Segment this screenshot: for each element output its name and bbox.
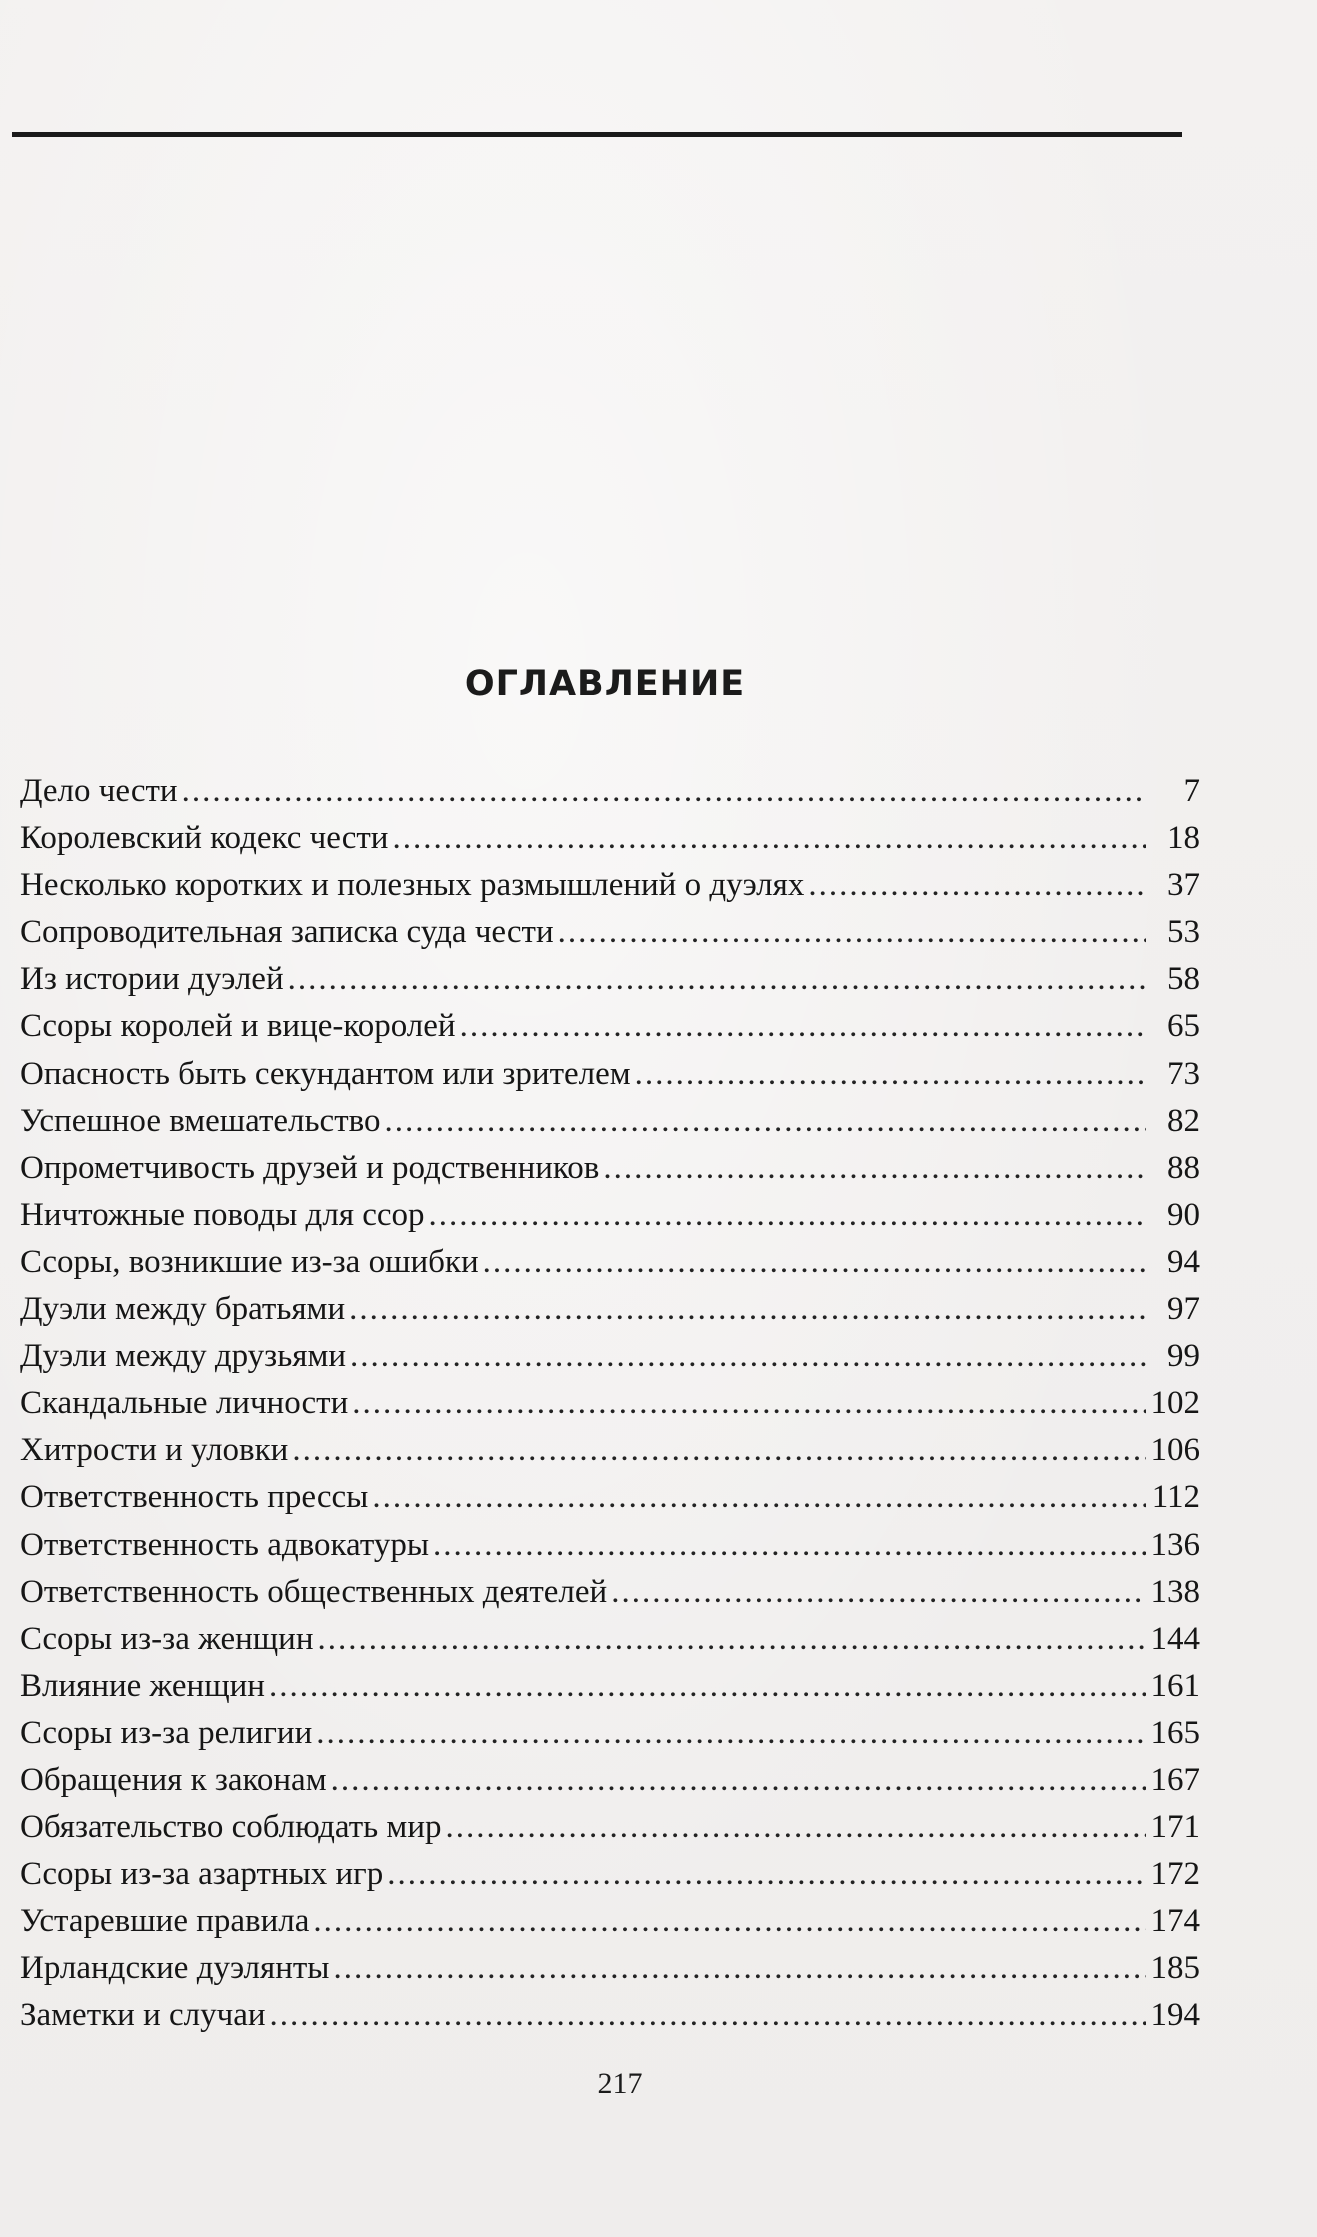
- toc-entry: [20, 1427, 1200, 1474]
- toc-entry: [20, 1522, 1200, 1569]
- dot-leader: [387, 1851, 1146, 1898]
- toc-entry-page: 136: [1150, 1526, 1200, 1563]
- toc-entry: [20, 1569, 1200, 1616]
- toc-entry-page: 172: [1150, 1856, 1200, 1893]
- toc-entry: [20, 1945, 1200, 1992]
- toc-entry-title: Опасность быть секундантом или зрителем: [20, 1055, 631, 1092]
- toc-entry: [20, 1757, 1200, 1804]
- toc-entry-title: Ответственность адвокатуры: [20, 1526, 430, 1563]
- toc-entry-page: 161: [1150, 1667, 1200, 1704]
- dot-leader: [313, 1898, 1146, 1945]
- toc-entry-page: 99: [1167, 1338, 1200, 1375]
- toc-entry: [20, 1003, 1200, 1050]
- toc-entry: [20, 1145, 1200, 1192]
- dot-leader: [385, 1098, 1147, 1145]
- toc-entry: [20, 909, 1200, 956]
- header-rule: [12, 132, 1182, 137]
- toc-entry-title: Ссоры из-за женщин: [20, 1620, 314, 1657]
- dot-leader: [635, 1051, 1146, 1098]
- toc-entry-title: Обязательство соблюдать мир: [20, 1809, 442, 1846]
- toc-entry-title: Опрометчивость друзей и родственников: [20, 1149, 600, 1186]
- toc-entry-page: 90: [1167, 1196, 1200, 1233]
- dot-leader: [350, 1333, 1146, 1380]
- dot-leader: [318, 1616, 1146, 1663]
- toc-entry-title: Из истории дуэлей: [20, 961, 284, 998]
- toc-entry: [20, 1192, 1200, 1239]
- dot-leader: [349, 1286, 1146, 1333]
- dot-leader: [270, 1992, 1146, 2039]
- toc-entry-page: 185: [1150, 1950, 1200, 1987]
- toc-entry-page: 18: [1167, 820, 1200, 857]
- page-title: ОГЛАВЛЕНИЕ: [464, 664, 746, 704]
- toc-entry-page: 171: [1150, 1809, 1200, 1846]
- toc-entry-title: Заметки и случаи: [20, 1997, 266, 2034]
- dot-leader: [445, 1804, 1146, 1851]
- toc-entry-title: Дело чести: [20, 773, 178, 809]
- toc-entry: [20, 956, 1200, 1003]
- toc-entry: [20, 768, 1200, 815]
- toc-entry-page: 112: [1151, 1479, 1200, 1516]
- toc-entry: [20, 1239, 1200, 1286]
- dot-leader: [333, 1945, 1146, 1992]
- toc-entry: [20, 1098, 1200, 1145]
- toc-entry: [20, 1992, 1200, 2039]
- toc-entry-title: Ничтожные поводы для ссор: [20, 1196, 425, 1233]
- dot-leader: [460, 1003, 1146, 1050]
- toc-entry-page: 144: [1150, 1620, 1200, 1657]
- toc-entry-page: 94: [1167, 1243, 1200, 1280]
- dot-leader: [288, 956, 1146, 1003]
- dot-leader: [269, 1663, 1146, 1710]
- table-of-contents: [20, 768, 1200, 2040]
- toc-entry-title: Хитрости и уловки: [20, 1432, 289, 1469]
- toc-entry-page: 194: [1150, 1997, 1200, 2034]
- toc-entry-title: Королевский кодекс чести: [20, 820, 389, 857]
- toc-entry: [20, 1616, 1200, 1663]
- dot-leader: [316, 1710, 1146, 1757]
- toc-entry-title: Скандальные личности: [20, 1385, 349, 1422]
- toc-entry-title: Обращения к законам: [20, 1761, 327, 1798]
- toc-entry-title: Ссоры из-за религии: [20, 1714, 313, 1751]
- toc-entry-page: 37: [1167, 867, 1200, 904]
- toc-entry: [20, 1804, 1200, 1851]
- toc-entry-page: 97: [1167, 1291, 1200, 1328]
- toc-entry-page: 65: [1167, 1008, 1200, 1045]
- dot-leader: [483, 1239, 1146, 1286]
- toc-entry: [20, 1851, 1200, 1898]
- toc-entry-title: Успешное вмешательство: [20, 1102, 381, 1139]
- toc-entry-page: 88: [1167, 1149, 1200, 1186]
- dot-leader: [392, 815, 1146, 862]
- toc-entry-title: Дуэли между друзьями: [20, 1338, 346, 1375]
- toc-entry-page: 53: [1167, 914, 1200, 951]
- toc-entry: [20, 1333, 1200, 1380]
- dot-leader: [331, 1757, 1146, 1804]
- toc-entry-title: Ссоры, возникшие из-за ошибки: [20, 1243, 479, 1280]
- dot-leader: [352, 1380, 1146, 1427]
- toc-entry: [20, 1051, 1200, 1098]
- toc-entry-page: 102: [1150, 1385, 1200, 1422]
- toc-entry-page: 73: [1167, 1055, 1200, 1092]
- dot-leader: [611, 1569, 1146, 1616]
- dot-leader: [182, 768, 1146, 815]
- toc-entry-page: 165: [1150, 1714, 1200, 1751]
- toc-entry-title: Сопроводительная записка суда чести: [20, 914, 554, 951]
- page-number: 217: [597, 2067, 643, 2100]
- toc-entry: [20, 1474, 1200, 1521]
- dot-leader: [808, 862, 1146, 909]
- toc-entry-page: 106: [1150, 1432, 1200, 1469]
- toc-entry-page: 82: [1167, 1102, 1200, 1139]
- toc-entry: [20, 1380, 1200, 1427]
- toc-entry: [20, 862, 1200, 909]
- toc-entry-title: Влияние женщин: [20, 1667, 265, 1704]
- toc-entry-page: 174: [1150, 1903, 1200, 1940]
- toc-entry-page: 7: [1183, 773, 1200, 809]
- toc-entry-title: Несколько коротких и полезных размышлений о дуэлях: [20, 867, 805, 904]
- toc-entry: [20, 1710, 1200, 1757]
- dot-leader: [372, 1474, 1146, 1521]
- toc-entry: [20, 815, 1200, 862]
- dot-leader: [292, 1427, 1146, 1474]
- toc-entry-page: 167: [1150, 1761, 1200, 1798]
- toc-entry-title: Ответственность общественных деятелей: [20, 1573, 608, 1610]
- toc-entry-title: Дуэли между братьями: [20, 1291, 346, 1328]
- toc-entry: [20, 1898, 1200, 1945]
- dot-leader: [429, 1192, 1146, 1239]
- dot-leader: [603, 1145, 1146, 1192]
- toc-entry-title: Ссоры королей и вице-королей: [20, 1008, 456, 1045]
- toc-entry: [20, 1286, 1200, 1333]
- toc-entry-title: Ссоры из-за азартных игр: [20, 1856, 384, 1893]
- toc-entry-title: Ответственность прессы: [20, 1479, 369, 1516]
- dot-leader: [433, 1522, 1146, 1569]
- toc-entry-title: Ирландские дуэлянты: [20, 1950, 330, 1987]
- toc-entry-title: Устаревшие правила: [20, 1903, 310, 1940]
- toc-entry-page: 138: [1150, 1573, 1200, 1610]
- toc-entry-page: 58: [1167, 961, 1200, 998]
- dot-leader: [558, 909, 1146, 956]
- toc-entry: [20, 1663, 1200, 1710]
